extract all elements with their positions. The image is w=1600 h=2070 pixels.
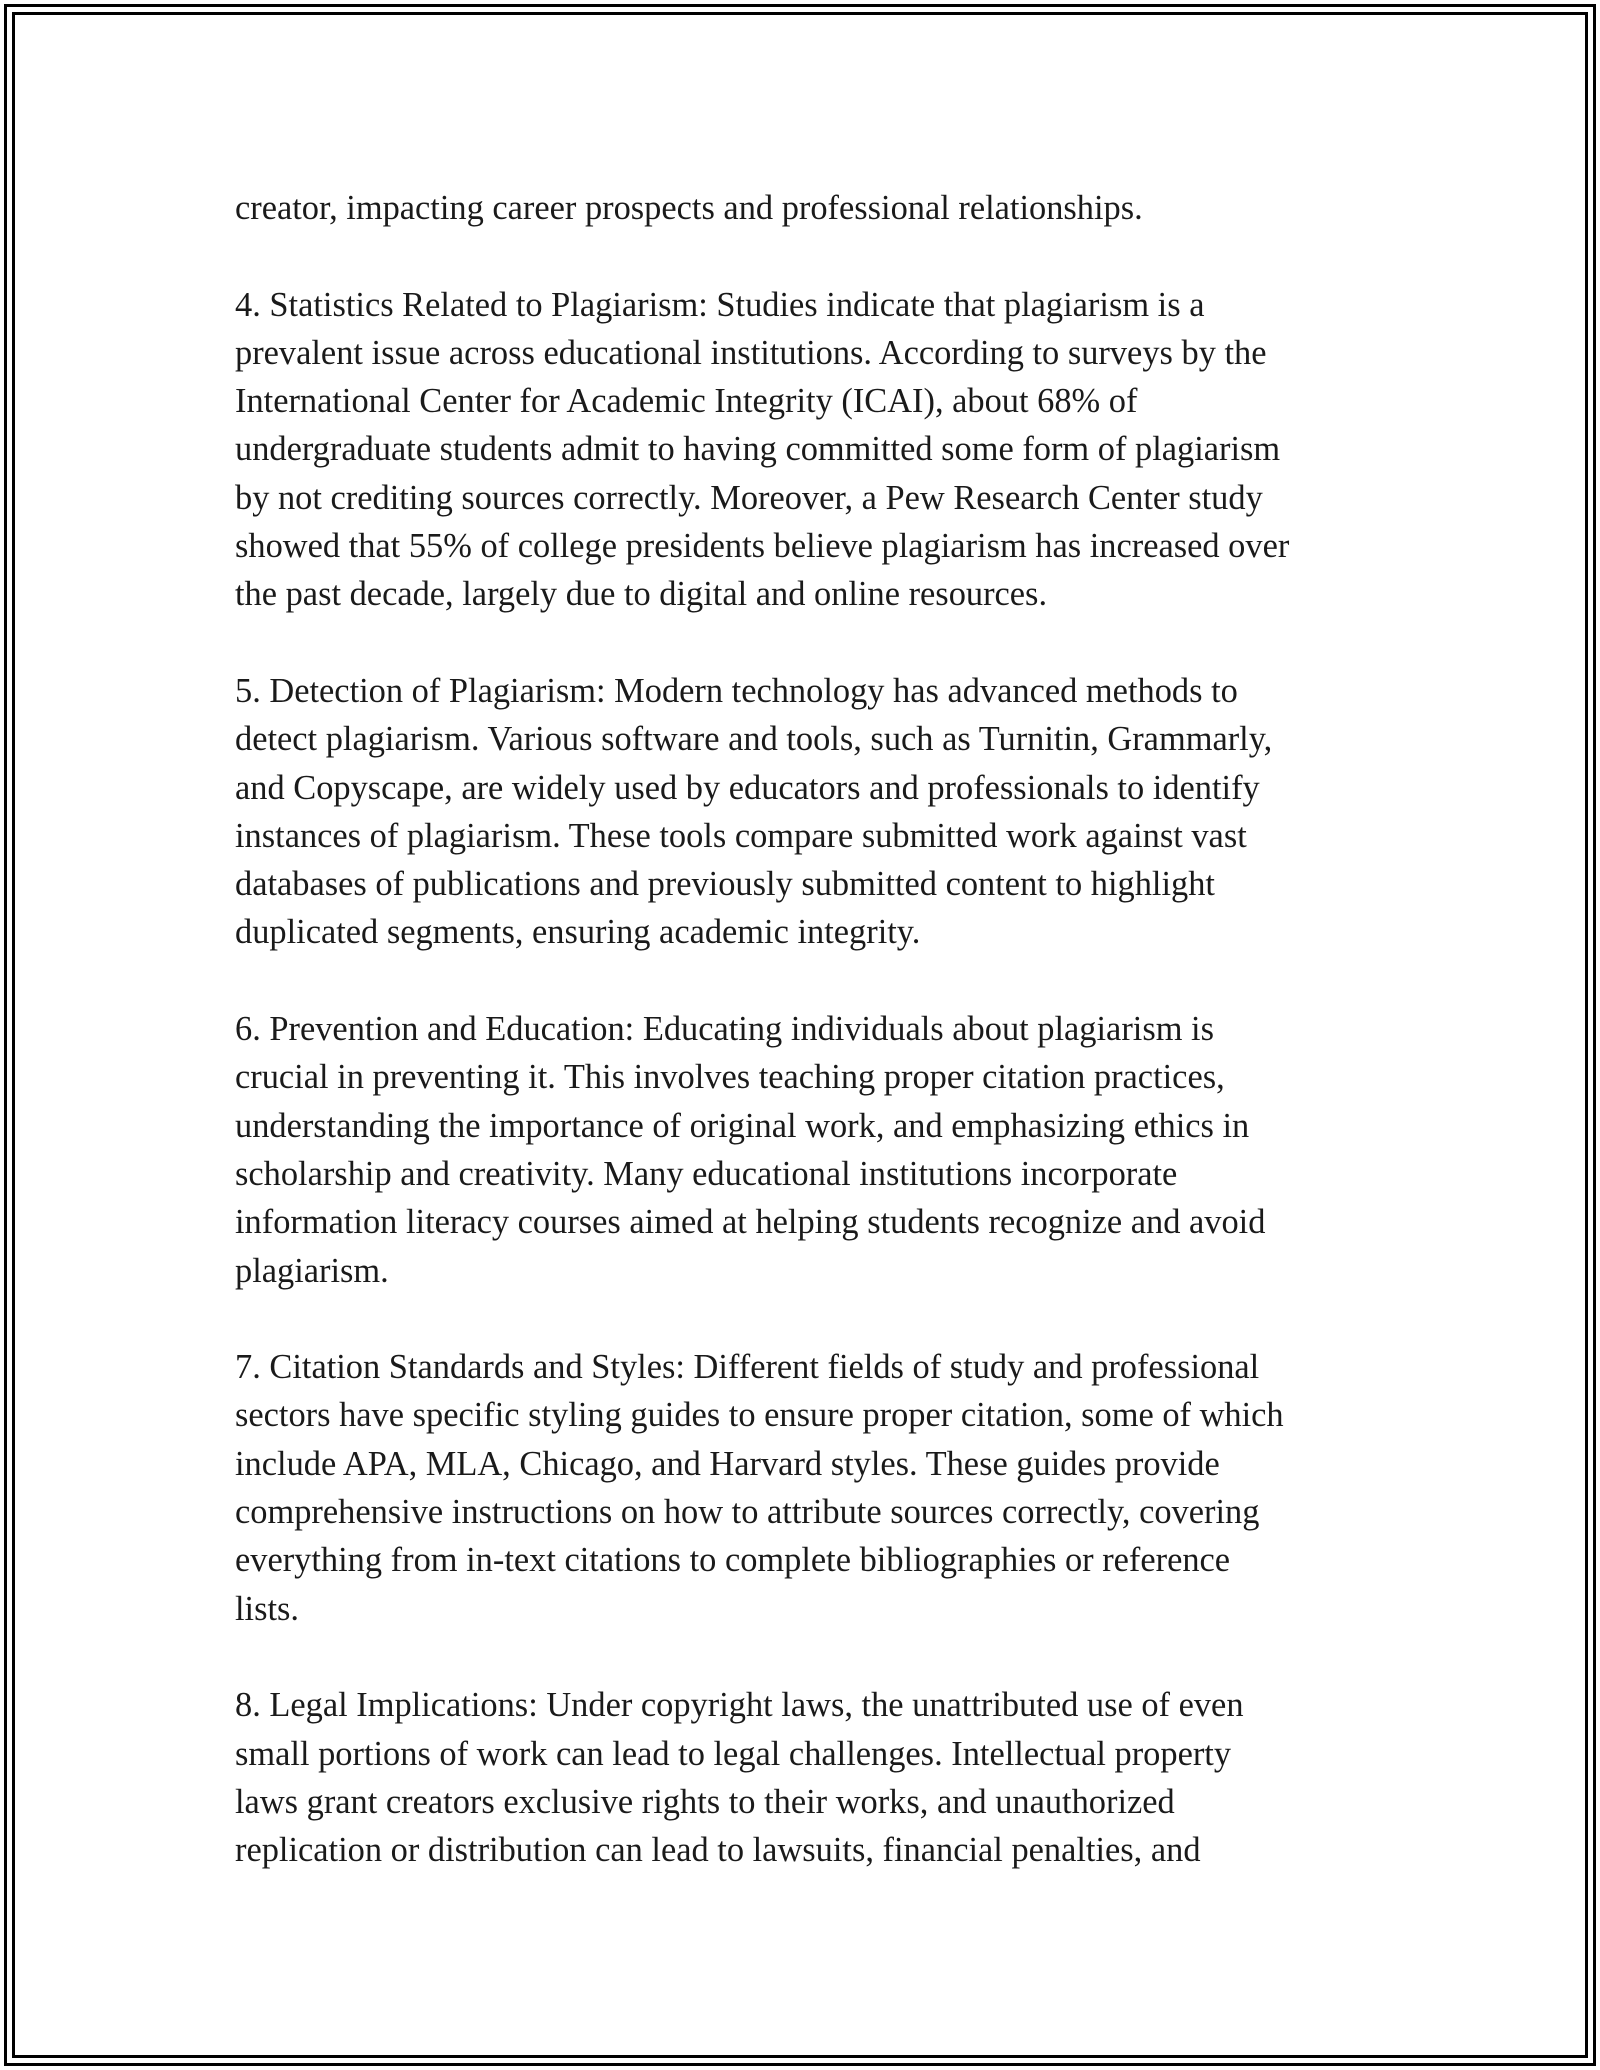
paragraph-legal-implications: 8. Legal Implications: Under copyright laws, the unattributed use of even small portions of work can lead to legal challenges. Intellectual property laws grant creators exclusive rights to their works, and unauthorized replication or distribution can lead to lawsuits, financial penalties, and: [235, 1686, 1244, 1870]
document-body: [235, 184, 1385, 1923]
paragraph-citation-standards: 7. Citation Standards and Styles: Different fields of study and professional sectors have specific styling guides to ensure proper citation, some of which include APA, MLA, Chicago, and Harvard styles. These guides provide comprehensive instructions on how to attribute sources correctly, covering everything from in-text citations to complete bibliographies or reference lists.: [235, 1348, 1284, 1628]
paragraph-detection: 5. Detection of Plagiarism: Modern technology has advanced methods to detect plagiarism. Various software and tools, such as Turnitin, Grammarly, and Copyscape, are widely used by educators and professionals to identify instances of plagiarism. These tools compare submitted work against vast databases of publications and previously submitted content to highlight duplicated segments, ensuring academic integrity.: [235, 671, 1273, 952]
paragraph-continuation: creator, impacting career prospects and professional relationships.: [235, 189, 1143, 227]
paragraph-statistics: 4. Statistics Related to Plagiarism: Studies indicate that plagiarism is a prevalent issue across educational institutions. According to surveys by the International Center for Academic Integrity (ICAI), about 68% of undergraduate students admit to having committed some form of plagiarism by not crediting sources correctly. Moreover, a Pew Research Center study showed that 55% of college presidents believe plagiarism has increased over the past decade, largely due to digital and online resources.: [235, 285, 1290, 614]
paragraph-prevention: 6. Prevention and Education: Educating individuals about plagiarism is crucial in preventing it. This involves teaching proper citation practices, understanding the importance of original work, and emphasizing ethics in scholarship and creativity. Many educational institutions incorporate information literacy courses aimed at helping students recognize and avoid plagiarism.: [235, 1010, 1266, 1290]
